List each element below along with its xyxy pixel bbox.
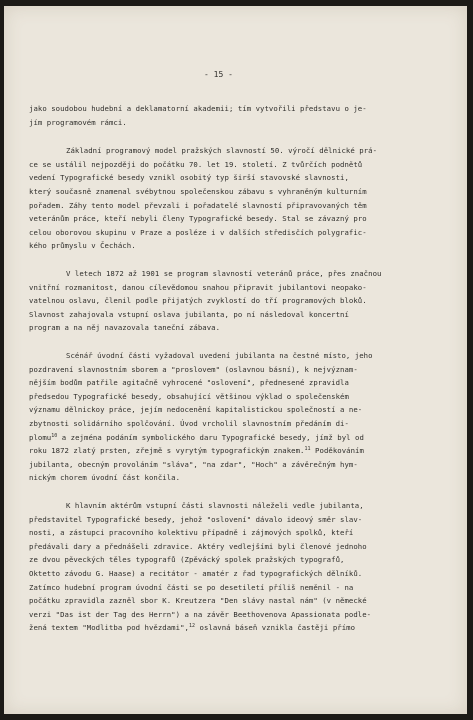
text-line: ze dvou pěveckých těles typografů (Zpěvácký spolek pražských typografů, (29, 555, 345, 564)
text-line: kého průmyslu v Čechách. (29, 241, 136, 250)
text-line: verzi "Das ist der Tag des Herrn") a na závěr Beethovenova Apassionata podle- (29, 610, 372, 619)
text-line: ce se ustálil nejpozději do počátku 70. let 19. století. Z tvůrčích podnětů (29, 160, 363, 169)
text-line: K hlavním aktérům vstupní části slavnosti náleželi vedle jubilanta, (66, 501, 364, 510)
text-line: jím programovém rámci. (29, 118, 127, 127)
text-line: jubilanta, obecným provoláním "sláva", "na zdar", "Hoch" a závěrečným hym- (29, 460, 358, 469)
footnote-marker: 12 (188, 623, 196, 629)
text-line: pozdravení slavnostním sborem a "proslovem" (oslavnou básní), k nejvýznam- (29, 365, 358, 374)
text-line: celou oborovou skupinu v Praze a posléze i v dalších středisčích polygrafic- (29, 228, 367, 237)
footnote-marker: 11 (304, 446, 311, 452)
page-number: - 15 - (204, 70, 233, 79)
text-line: veteránům práce, kteří nebyli členy Typografické besedy. Stal se závazný pro (29, 214, 367, 223)
text-line: vnitřní rozmanitost, danou cílevědomou snahou připravit jubilantovi neopako- (29, 283, 367, 292)
text-line: žená textem "Modlitba pod hvězdami",$^{12}$ oslavná báseň vznikla častěji přímo (29, 623, 356, 632)
text-line: pořadem. Záhy tento model převzali i pořadatelé slavností připravovaných těm (29, 201, 367, 210)
text-line: vatelnou oslavu, členil podle přijatých zvyklostí do tří programových bloků. (29, 296, 367, 305)
text-line: Základní programový model pražských slavností 50. výročí dělnické prá- (66, 146, 378, 155)
text-line: plomu$^{10}$ a zejména podáním symbolického daru Typografické besedy, jímž byl od (29, 433, 364, 442)
text-line: V letech 1872 až 1901 se program slavností veteránů práce, přes značnou (66, 269, 382, 278)
text-line: nickým chorem úvodní část končila. (29, 473, 181, 482)
text-line: nosti, a zástupci pracovního kolektivu případně i zájmových spolků, kteří (29, 528, 354, 537)
text-line: významu dělnickoy práce, jejím nedocenění kapitalistickou společností a ne- (29, 405, 363, 414)
text-line: nějším bodům patřile agitačně vyhrocené "oslovení", přednesené zpravidla (29, 378, 349, 387)
text-line: Zatímco hudební program úvodní části se po desetiletí příliš neměnil - na (29, 583, 354, 592)
text-line: Oktetto závodu G. Haase) a recitátor - amatér z řad typografických dělníků. (29, 569, 363, 578)
text-line: který současně znamenal svébytnou společenskou zábavu s vyhraněným kulturním (29, 187, 367, 196)
text-line: zbytnosti solidárního spolčování. Úvod vrcholil slavnostním předáním di- (29, 419, 349, 428)
text-line: představitel Typografické besedy, jehož "oslovení" dávalo ideový směr slav- (29, 515, 363, 524)
document-page (4, 6, 467, 714)
text-line: počátku zpravidla zazněl sbor K. Kreutzera "Den slávy nastal nám" (v německé (29, 596, 367, 605)
text-line: jako soudobou hudební a deklamatorní akademii; tím vytvořili představu o je- (29, 104, 367, 113)
text-line: Slavnost zahajovala vstupní oslava jubilanta, po ní následoval koncertní (29, 310, 349, 319)
text-line: předávali dary a přednášeli zdravice. Aktéry vedlejšími byli členové jednoho (29, 542, 367, 551)
text-line: roku 1872 zlatý prsten, zřejmě s vyrytým typografickým znakem.$^{11}$ Poděkováním (29, 446, 364, 455)
text-line: vedení Typografické besedy vznikl osobitý typ širší stavovské slavnosti, (29, 173, 349, 182)
footnote-marker: 10 (51, 433, 58, 439)
text-line: předsedou Typografické besedy, obsahující většinou výklad o společenském (29, 392, 349, 401)
text-line: program a na něj navazovala taneční zábava. (29, 323, 221, 332)
text-line: Scénář úvodní části vyžadoval uvedení jubilanta na čestné místo, jeho (66, 351, 373, 360)
